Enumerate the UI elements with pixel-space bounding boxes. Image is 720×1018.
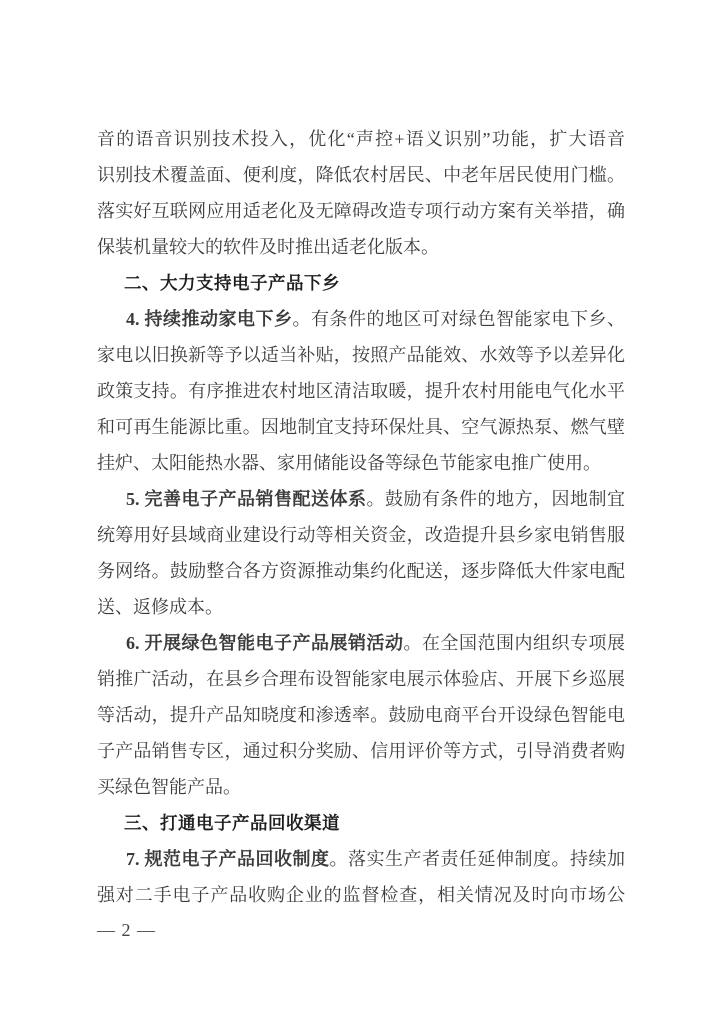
text-line [97, 517, 625, 553]
text-run: 务网络。鼓励整合各方资源推动集约化配送，逐步降低大件家电配 [97, 561, 625, 581]
text-line [97, 697, 625, 733]
bold-run: 4. 持续推动家电下乡 [126, 309, 293, 329]
document-body [97, 121, 625, 913]
text-run: 家电以旧换新等予以适当补贴，按照产品能效、水效等予以差异化 [97, 345, 625, 365]
section-heading: 二、大力支持电子产品下乡 [124, 273, 340, 293]
text-run: 和可再生能源比重。因地制宜支持环保灶具、空气源热泵、燃气壁 [97, 417, 625, 437]
text-run: 识别技术覆盖面、便利度，降低农村居民、中老年居民使用门槛。 [97, 165, 625, 185]
text-run: 等活动，提升产品知晓度和渗透率。鼓励电商平台开设绿色智能电 [97, 705, 625, 725]
text-line [97, 229, 625, 265]
text-line [97, 877, 625, 913]
text-run: 。鼓励有条件的地方，因地制宜 [366, 489, 625, 509]
text-run: 销推广活动，在县乡合理布设智能家电展示体验店、开展下乡巡展 [97, 669, 625, 689]
bold-run: 7. 规范电子产品回收制度 [126, 849, 330, 869]
paragraph [97, 481, 625, 625]
bold-run: 5. 完善电子产品销售配送体系 [126, 489, 367, 509]
text-line [97, 445, 625, 481]
bold-run: 6. 开展绿色智能电子产品展销活动 [126, 633, 404, 653]
text-run: 买绿色智能产品。 [97, 777, 241, 797]
text-run: 统筹用好县域商业建设行动等相关资金，改造提升县乡家电销售服 [97, 525, 625, 545]
paragraph [97, 625, 625, 805]
page-number: — 2 — [97, 920, 156, 940]
text-line [97, 841, 625, 877]
text-run: 挂炉、太阳能热水器、家用储能设备等绿色节能家电推广使用。 [97, 453, 601, 473]
text-run: 落实好互联网应用适老化及无障碍改造专项行动方案有关举措，确 [97, 201, 625, 221]
text-line [97, 121, 625, 157]
text-run: 。在全国范围内组织专项展 [403, 633, 625, 653]
section-heading: 三、打通电子产品回收渠道 [124, 813, 340, 833]
text-line [97, 157, 625, 193]
text-line [97, 301, 625, 337]
paragraph [97, 301, 625, 481]
text-line [97, 193, 625, 229]
text-run: 保装机量较大的软件及时推出适老化版本。 [97, 237, 439, 257]
text-run: 送、返修成本。 [97, 597, 223, 617]
text-line [97, 625, 625, 661]
text-run: 。落实生产者责任延伸制度。持续加 [329, 849, 625, 869]
text-line [97, 409, 625, 445]
paragraph [97, 121, 625, 265]
text-line [97, 733, 625, 769]
text-run: 政策支持。有序推进农村地区清洁取暖，提升农村用能电气化水平 [97, 381, 625, 401]
text-run: 子产品销售专区，通过积分奖励、信用评价等方式，引导消费者购 [97, 741, 625, 761]
text-line [97, 769, 625, 805]
text-line [97, 589, 625, 625]
text-run: 。有条件的地区可对绿色智能家电下乡、 [292, 309, 625, 329]
text-run: 音的语音识别技术投入，优化“声控+语义识别”功能，扩大语音 [97, 129, 625, 149]
paragraph [97, 841, 625, 913]
text-line [97, 553, 625, 589]
text-line [97, 373, 625, 409]
text-line [97, 337, 625, 373]
text-line [97, 661, 625, 697]
text-line [97, 481, 625, 517]
text-run: 强对二手电子产品收购企业的监督检查，相关情况及时向市场公 [97, 885, 625, 905]
